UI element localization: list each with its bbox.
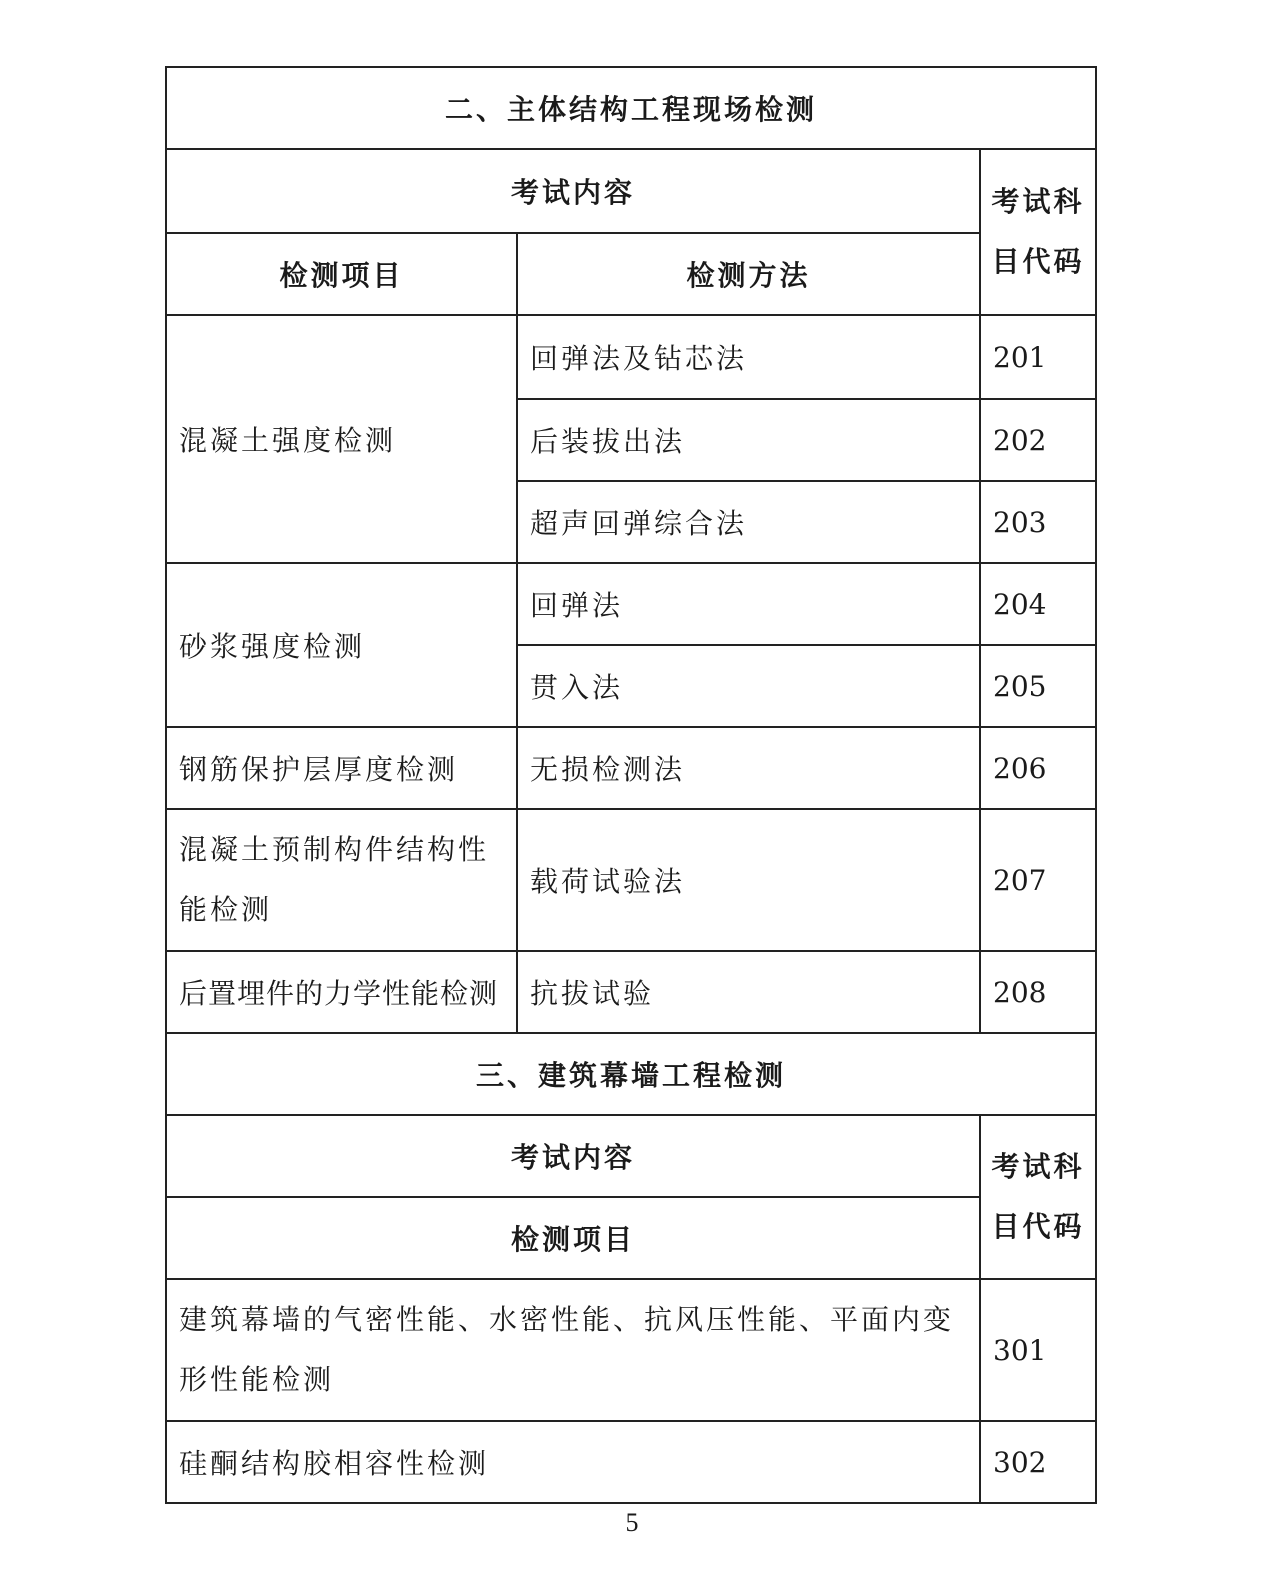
test-method: 无损检测法 (517, 727, 980, 809)
test-item-concrete-strength: 混凝土强度检测 (166, 315, 517, 563)
subject-code: 202 (980, 399, 1096, 481)
test-item-anchor-mechanics: 后置埋件的力学性能检测 (166, 951, 517, 1033)
test-item-precast-performance: 混凝土预制构件结构性能检测 (166, 809, 517, 951)
test-item-rebar-cover: 钢筋保护层厚度检测 (166, 727, 517, 809)
page-number: 5 (625, 1508, 639, 1537)
test-method: 载荷试验法 (517, 809, 980, 951)
subject-code: 208 (980, 951, 1096, 1033)
subject-code: 204 (980, 563, 1096, 645)
section2-item-header: 检测项目 (166, 233, 517, 315)
section2-method-header: 检测方法 (517, 233, 980, 315)
section3-title: 三、建筑幕墙工程检测 (166, 1033, 1096, 1115)
table-row (166, 809, 1096, 951)
test-item-curtain-wall-performance: 建筑幕墙的气密性能、水密性能、抗风压性能、平面内变形性能检测 (166, 1279, 980, 1421)
table-row (166, 1279, 1096, 1421)
test-method: 超声回弹综合法 (517, 481, 980, 563)
test-item-silicone-compatibility: 硅酮结构胶相容性检测 (166, 1421, 980, 1503)
section3-code-header: 考试科目代码 (980, 1115, 1096, 1279)
subject-code: 205 (980, 645, 1096, 727)
subject-code: 207 (980, 809, 1096, 951)
test-method: 回弹法 (517, 563, 980, 645)
section2-code-header: 考试科目代码 (980, 149, 1096, 315)
test-method: 后装拔出法 (517, 399, 980, 481)
test-item-mortar-strength: 砂浆强度检测 (166, 563, 517, 727)
table-row (166, 727, 1096, 809)
table-row (166, 1421, 1096, 1503)
table-row (166, 315, 1096, 399)
table-row (166, 563, 1096, 645)
test-method: 回弹法及钻芯法 (517, 315, 980, 399)
subject-code: 206 (980, 727, 1096, 809)
section3-item-header: 检测项目 (166, 1197, 980, 1279)
subject-code: 302 (980, 1421, 1096, 1503)
table-row (166, 951, 1096, 1033)
test-method: 抗拔试验 (517, 951, 980, 1033)
subject-code: 203 (980, 481, 1096, 563)
test-method: 贯入法 (517, 645, 980, 727)
exam-subject-table (165, 66, 1097, 1504)
subject-code: 301 (980, 1279, 1096, 1421)
subject-code: 201 (980, 315, 1096, 399)
section2-content-header: 考试内容 (166, 149, 980, 233)
section3-content-header: 考试内容 (166, 1115, 980, 1197)
section2-title: 二、主体结构工程现场检测 (166, 67, 1096, 149)
